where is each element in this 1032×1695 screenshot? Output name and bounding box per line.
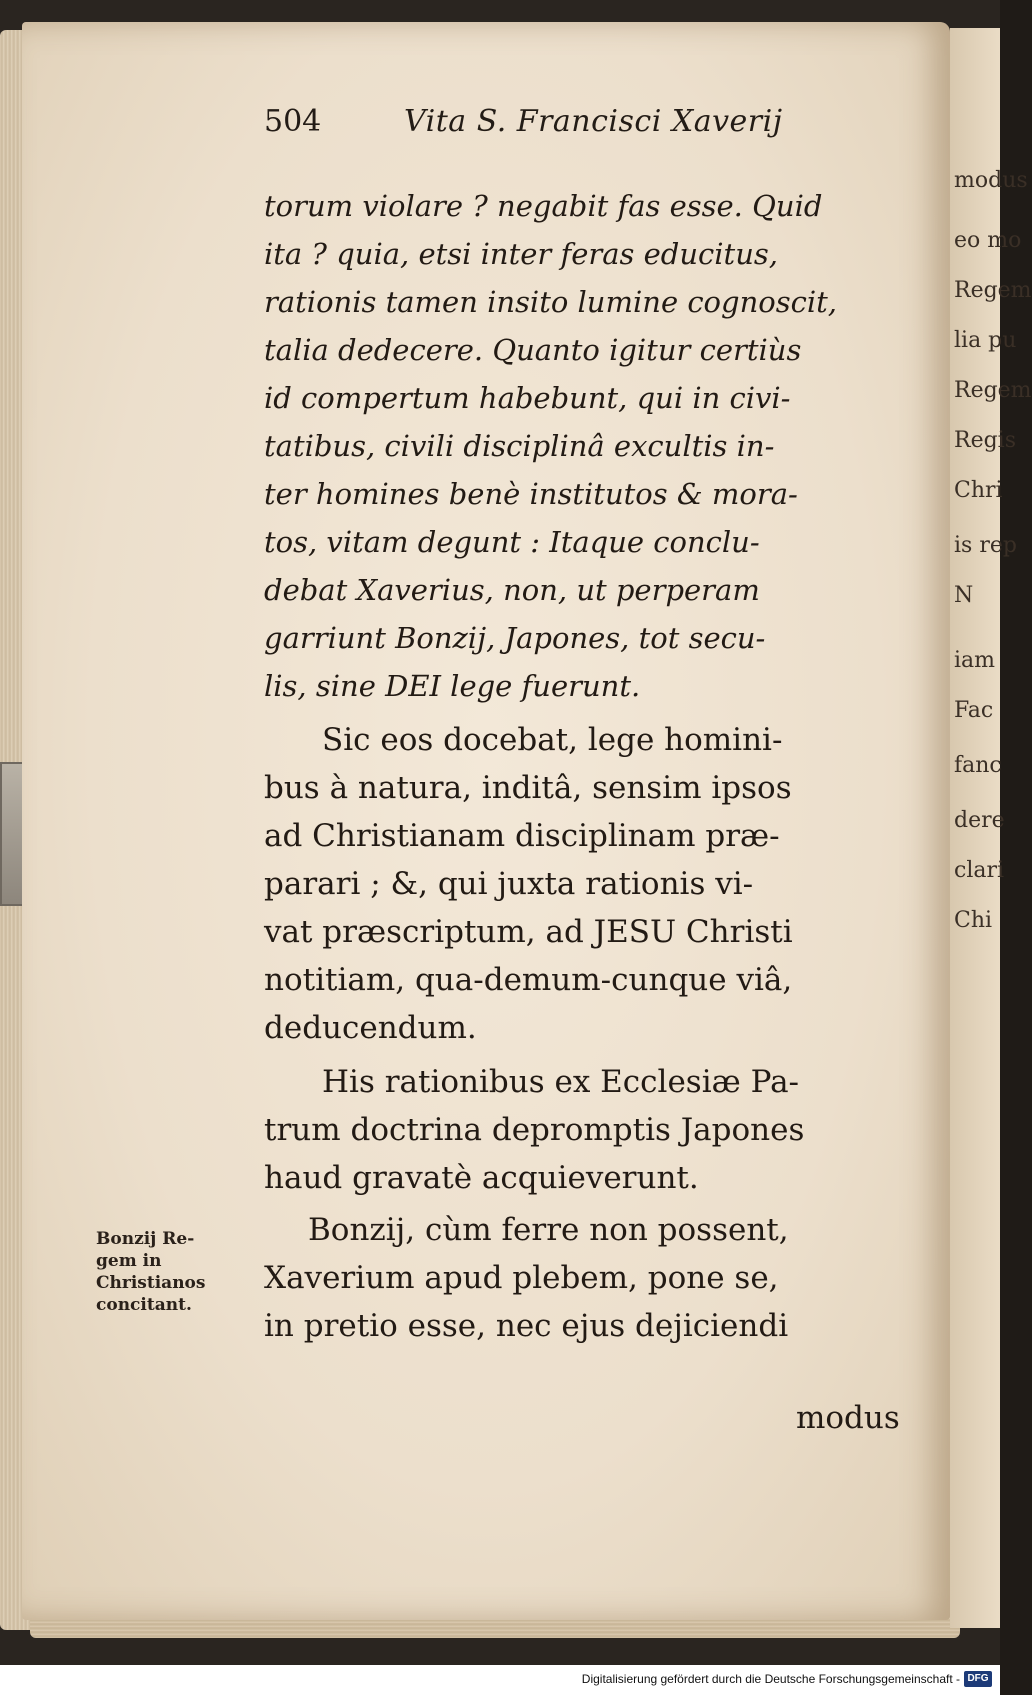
adjacent-text: eo mo [954, 228, 1022, 253]
text-line: debat Xaverius, non, ut perperam [264, 573, 760, 607]
adjacent-text: lia pu [954, 328, 1017, 353]
adjacent-text: is rep [954, 533, 1017, 558]
text-line: parari ; &, qui juxta rationis vi- [264, 866, 754, 902]
adjacent-text: N [954, 583, 974, 608]
text-line: ita ? quia, etsi inter feras educitus, [264, 237, 778, 271]
footer-bar [0, 1665, 1000, 1695]
text-line: bus à natura, inditâ, sensim ipsos [264, 770, 792, 806]
italic-passage [264, 182, 874, 710]
text-line: ad Christianam disciplinam præ- [264, 818, 780, 854]
adjacent-text: clari [954, 858, 1005, 883]
text-line: id compertum habebunt, qui in civi- [264, 381, 791, 415]
text-line: trum doctrina depromptis Japones [264, 1112, 805, 1148]
catchword: modus [796, 1400, 900, 1436]
adjacent-text: Regem [954, 378, 1032, 403]
dfg-logo-icon: DFG [964, 1671, 992, 1687]
marginal-line: Bonzij Re- [96, 1229, 195, 1249]
page-number: 504 [264, 104, 322, 139]
adjacent-text: modus [954, 168, 1028, 193]
paragraph-1 [264, 716, 874, 1052]
text-line: Bonzij, cùm ferre non possent, [308, 1212, 789, 1248]
text-line: in pretio esse, nec ejus dejiciendi [264, 1308, 789, 1344]
text-line: talia dedecere. Quanto igitur certiùs [264, 333, 802, 367]
text-line: vat præscriptum, ad JESU Christi [264, 914, 793, 950]
body-text [264, 182, 874, 1350]
text-line: lis, sine DEI lege fuerunt. [264, 669, 641, 703]
paragraph-3 [264, 1206, 874, 1350]
adjacent-text: Chri [954, 478, 1003, 503]
text-line: torum violare ? negabit fas esse. Quid [264, 189, 823, 223]
paragraph-2 [264, 1058, 874, 1202]
text-line: Xaverium apud plebem, pone se, [264, 1260, 779, 1296]
page-header [264, 104, 824, 148]
adjacent-text: Fac [954, 698, 994, 723]
marginal-line: gem in [96, 1251, 162, 1271]
adjacent-page-fragment [950, 28, 1032, 1628]
text-line: tos, vitam degunt : Itaque conclu- [264, 525, 760, 559]
text-line: ter homines benè institutos & mora- [264, 477, 798, 511]
text-line: His rationibus ex Ecclesiæ Pa- [322, 1064, 800, 1100]
text-line: deducendum. [264, 1010, 477, 1046]
adjacent-text: fanc [954, 753, 1002, 778]
adjacent-text: Regis [954, 428, 1016, 453]
text-line: rationis tamen insito lumine cognoscit, [264, 285, 837, 319]
marginal-line: Christianos [96, 1273, 206, 1293]
text-line: haud gravatè acquieverunt. [264, 1160, 699, 1196]
footer-credit: Digitalisierung gefördert durch die Deutsche Forschungsgemeinschaft - [581, 1672, 960, 1686]
text-line: Sic eos docebat, lege homini- [322, 722, 783, 758]
adjacent-text: iam [954, 648, 996, 673]
text-line: tatibus, civili disciplinâ excultis in- [264, 429, 775, 463]
text-line: garriunt Bonzij, Japones, tot secu- [264, 621, 766, 655]
marginal-note [96, 1228, 246, 1316]
adjacent-text: Chi [954, 908, 993, 933]
text-line: notitiam, qua-demum-cunque viâ, [264, 962, 793, 998]
marginal-line: concitant. [96, 1295, 192, 1315]
adjacent-text: dere [954, 808, 1005, 833]
running-title: Vita S. Francisci Xaverij [404, 104, 783, 139]
adjacent-text: Regem [954, 278, 1032, 303]
